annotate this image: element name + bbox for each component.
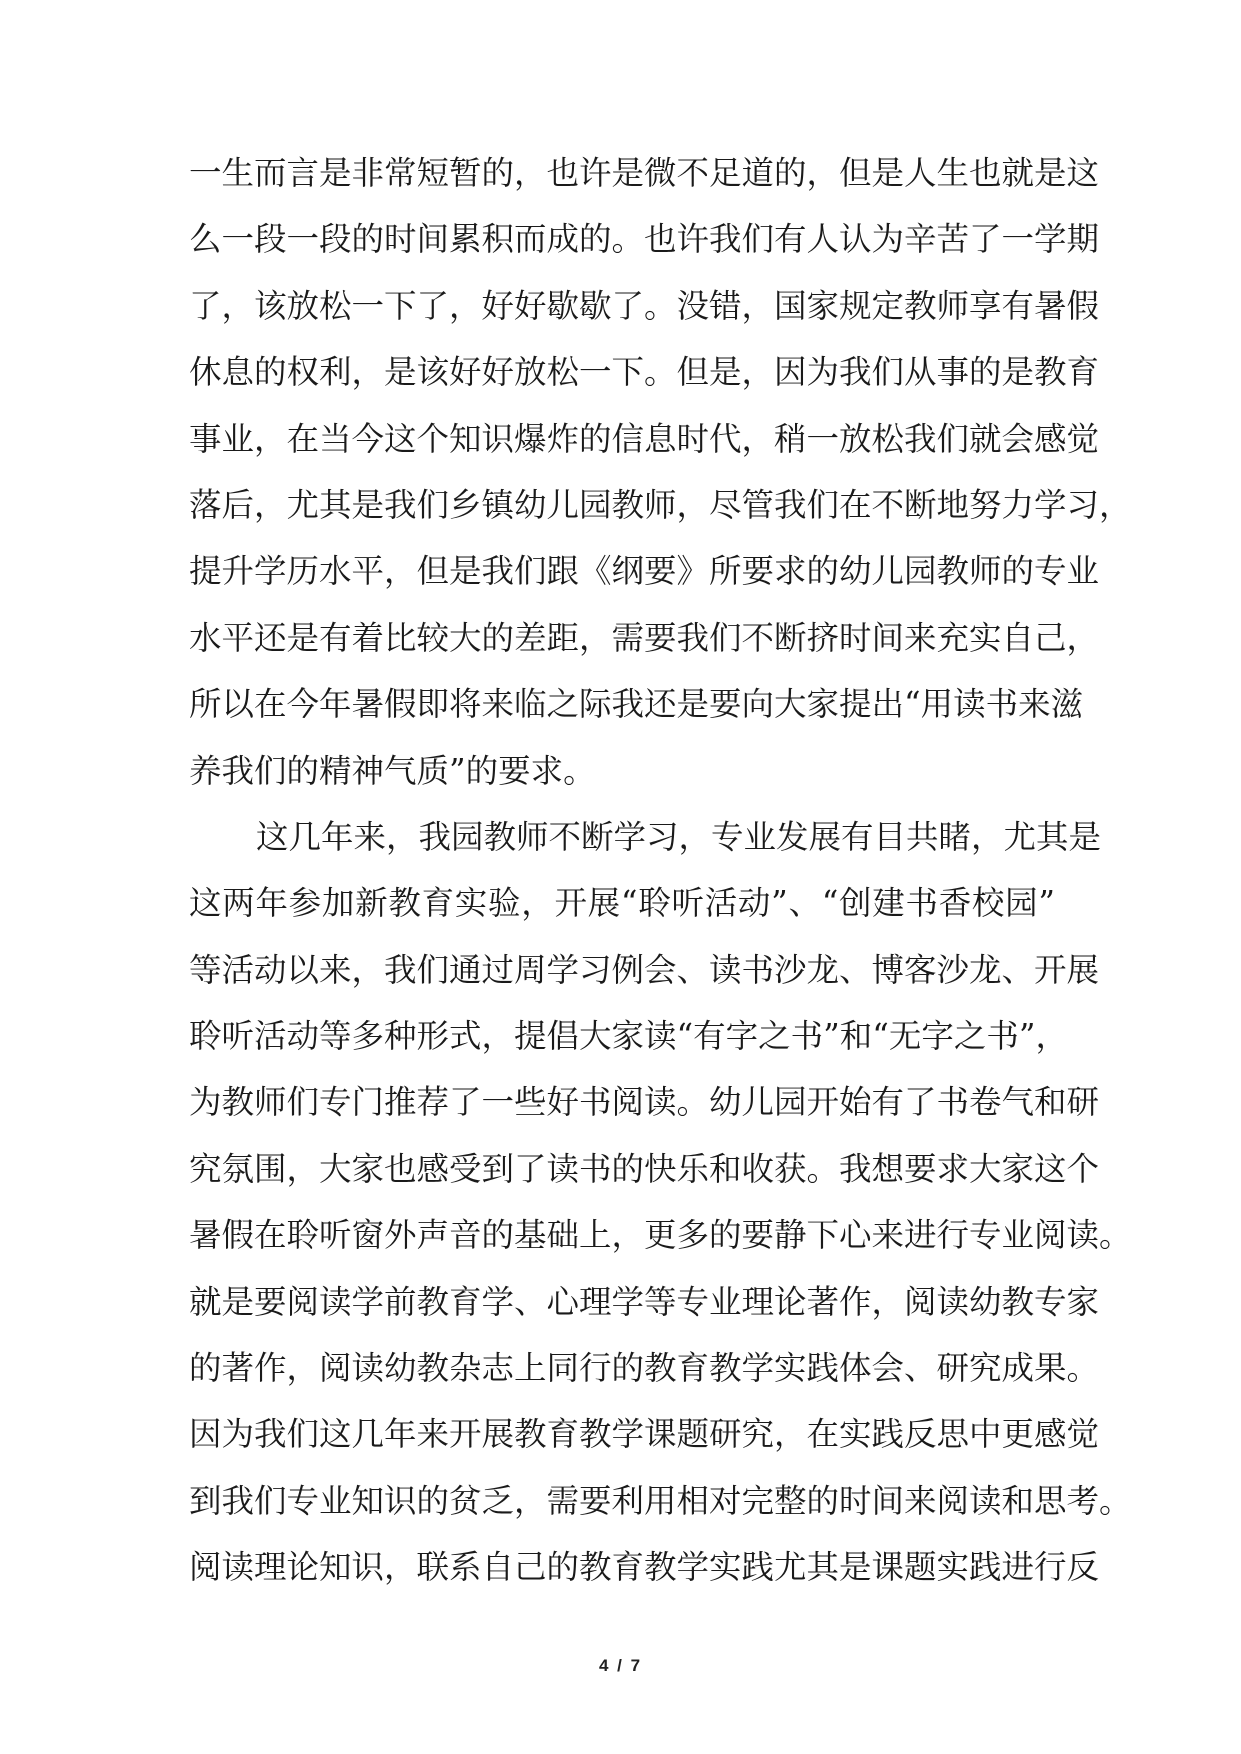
paragraph-1-line-4: 休息的权利，是该好好放松一下。但是，因为我们从事的是教育	[189, 353, 1100, 392]
paragraph-2-line-4: 聆听活动等多种形式，提倡大家读“有字之书”和“无字之书”，	[189, 1017, 1068, 1056]
body-text	[189, 140, 1132, 1601]
paragraph-1-line-10: 养我们的精神气质”的要求。	[189, 751, 596, 790]
paragraph-2-line-2: 这两年参加新教育实验，开展“聆听活动”、“创建书香校园”	[189, 884, 1055, 923]
paragraph-2-line-6: 究氛围，大家也感受到了读书的快乐和收获。我想要求大家这个	[189, 1149, 1100, 1188]
paragraph-1-line-5: 事业，在当今这个知识爆炸的信息时代，稍一放松我们就会感觉	[189, 419, 1100, 458]
paragraph-2-line-9: 的著作，阅读幼教杂志上同行的教育教学实践体会、研究成果。	[189, 1349, 1100, 1388]
paragraph-2-line-12: 阅读理论知识，联系自己的教育教学实践尤其是课题实践进行反	[189, 1548, 1100, 1587]
paragraph-1-line-1: 一生而言是非常短暂的，也许是微不足道的，但是人生也就是这	[189, 154, 1100, 192]
paragraph-2-line-3: 等活动以来，我们通过周学习例会、读书沙龙、博客沙龙、开展	[189, 950, 1100, 989]
paragraph-2-line-10: 因为我们这几年来开展教育教学课题研究，在实践反思中更感觉	[189, 1415, 1100, 1454]
paragraph-2-line-5: 为教师们专门推荐了一些好书阅读。幼儿园开始有了书卷气和研	[189, 1083, 1100, 1122]
paragraph-1-line-7: 提升学历水平，但是我们跟《纲要》所要求的幼儿园教师的专业	[189, 552, 1100, 591]
paragraph-1-line-9: 所以在今年暑假即将来临之际我还是要向大家提出“用读书来滋	[189, 685, 1084, 724]
paragraph-2-line-11: 到我们专业知识的贫乏，需要利用相对完整的时间来阅读和思考。	[189, 1481, 1132, 1520]
paragraph-1-line-3: 了，该放松一下了，好好歇歇了。没错，国家规定教师享有暑假	[189, 286, 1100, 325]
paragraph-2-line-7: 暑假在聆听窗外声音的基础上，更多的要静下心来进行专业阅读。	[189, 1216, 1132, 1255]
paragraph-1-line-6: 落后，尤其是我们乡镇幼儿园教师，尽管我们在不断地努力学习，	[189, 485, 1132, 524]
paragraph-1-line-8: 水平还是有着比较大的差距，需要我们不断挤时间来充实自己，	[189, 618, 1100, 657]
paragraph-2-line-8: 就是要阅读学前教育学、心理学等专业理论著作，阅读幼教专家	[189, 1282, 1100, 1321]
paragraph-1-line-2: 么一段一段的时间累积而成的。也许我们有人认为辛苦了一学期	[189, 220, 1100, 259]
page-number: 4 / 7	[598, 1656, 643, 1675]
paragraph-2-line-1: 这几年来，我园教师不断学习，专业发展有目共睹，尤其是	[256, 817, 1102, 856]
